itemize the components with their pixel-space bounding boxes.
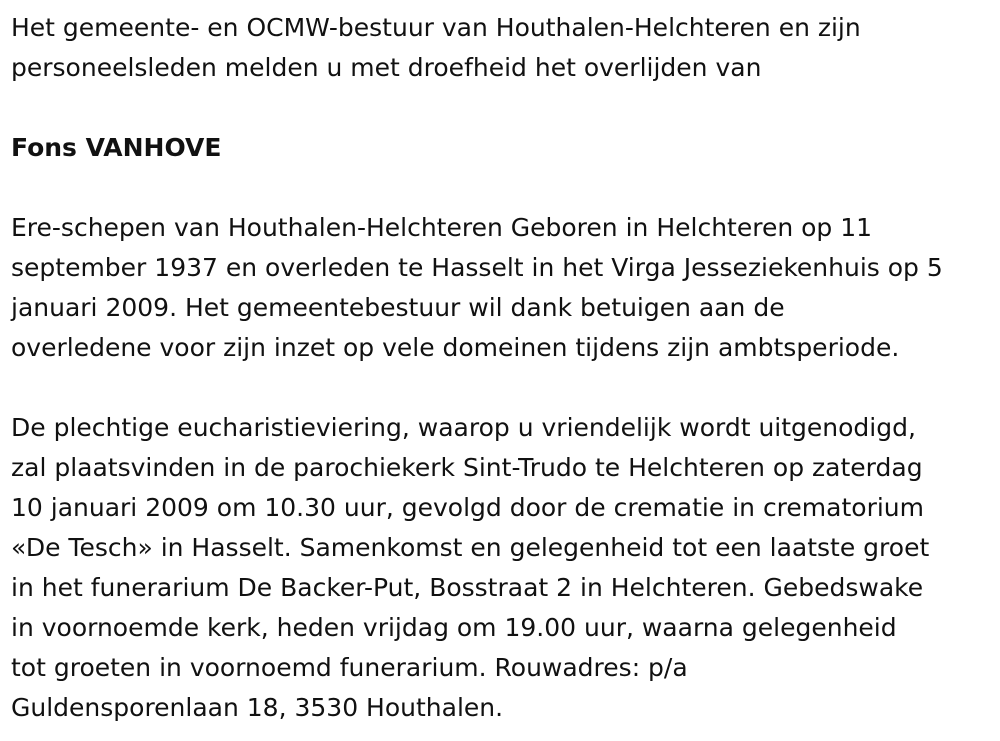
ceremony-line: Guldensporenlaan 18, 3530 Houthalen. <box>11 693 504 722</box>
biography-line: september 1937 en overleden te Hasselt in het Virga Jesseziekenhuis op 5 <box>11 253 943 282</box>
ceremony-line: tot groeten in voornoemd funerarium. Rouwadres: p/a <box>11 653 688 682</box>
ceremony-line: 10 januari 2009 om 10.30 uur, gevolgd door de crematie in crematorium <box>11 493 924 522</box>
biography-line: Ere-schepen van Houthalen-Helchteren Geboren in Helchteren op 11 <box>11 213 873 242</box>
ceremony-line: in voornoemde kerk, heden vrijdag om 19.00 uur, waarna gelegenheid <box>11 613 897 642</box>
paragraph-gap <box>11 368 1000 408</box>
biography-line: overledene voor zijn inzet op vele domeinen tijdens zijn ambtsperiode. <box>11 333 900 362</box>
ceremony-paragraph <box>11 408 1000 728</box>
paragraph-gap <box>11 88 1000 128</box>
biography-paragraph <box>11 208 1000 368</box>
intro-line: Het gemeente- en OCMW-bestuur van Houthalen-Helchteren en zijn <box>11 13 861 42</box>
intro-line: personeelsleden melden u met droefheid het overlijden van <box>11 53 762 82</box>
ceremony-line: «De Tesch» in Hasselt. Samenkomst en gelegenheid tot een laatste groet <box>11 533 930 562</box>
ceremony-line: zal plaatsvinden in de parochiekerk Sint-Trudo te Helchteren op zaterdag <box>11 453 923 482</box>
ceremony-line: in het funerarium De Backer-Put, Bosstraat 2 in Helchteren. Gebedswake <box>11 573 924 602</box>
intro-paragraph <box>11 8 1000 88</box>
biography-line: januari 2009. Het gemeentebestuur wil dank betuigen aan de <box>11 293 785 322</box>
ceremony-line: De plechtige eucharistieviering, waarop u vriendelijk wordt uitgenodigd, <box>11 413 916 442</box>
paragraph-gap <box>11 168 1000 208</box>
deceased-name: Fons VANHOVE <box>11 133 222 162</box>
